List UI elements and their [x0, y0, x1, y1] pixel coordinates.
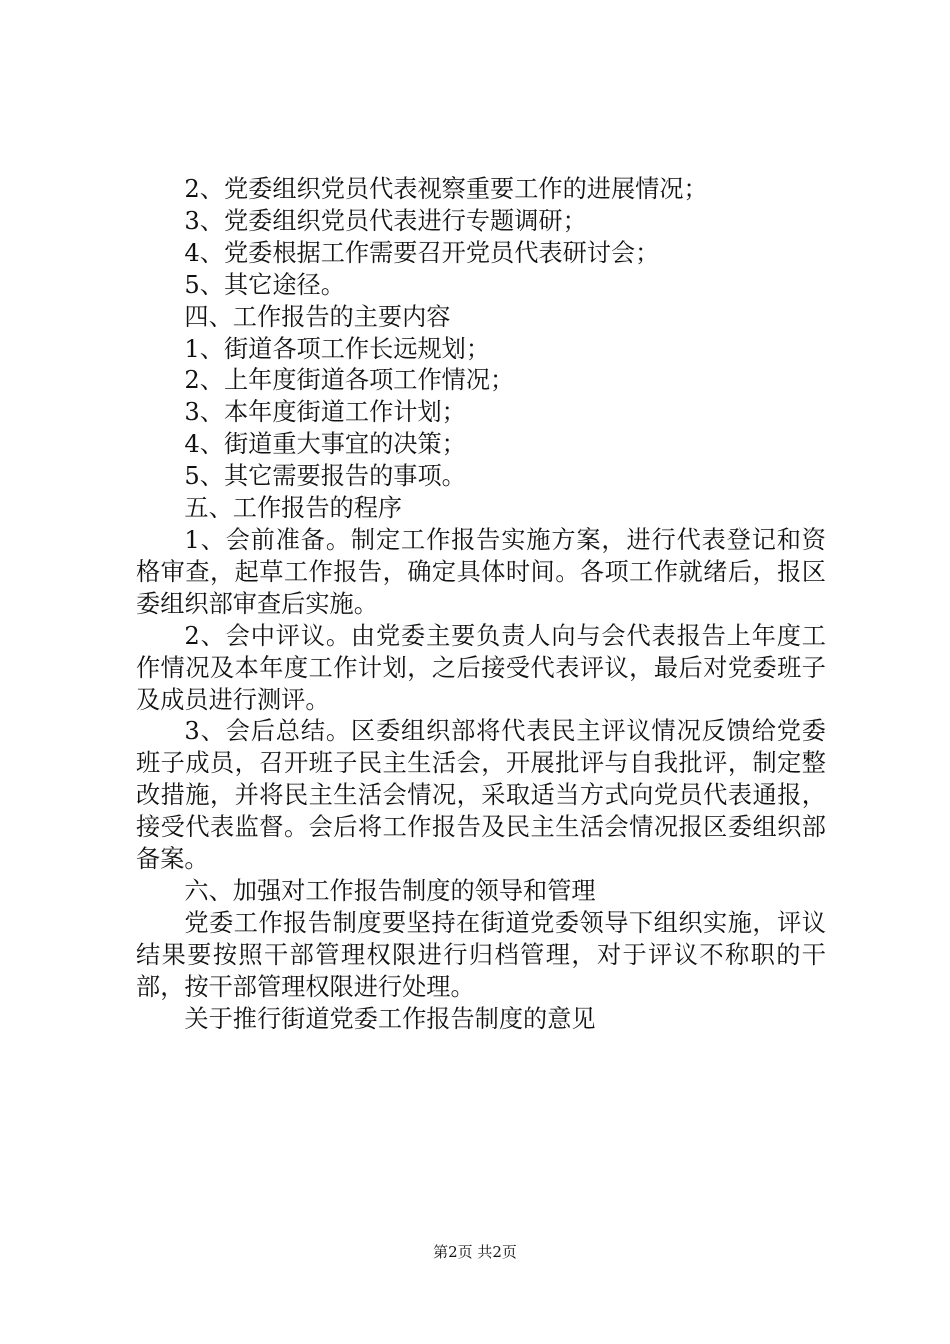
section-heading-4: 四、工作报告的主要内容 [184, 302, 451, 331]
list-item-last-year: 2、上年度街道各项工作情况； [184, 366, 515, 395]
paragraph-summary: 3、会后总结。区委组织部将代表民主评议情况反馈给党委班子成员，召开班子民主生活会，开展批评与自我批评，制定整改措施，并将民主生活会情况，采取适当方式向党员代表通报，接受代表监督。会后将工作报告及民主生活会情况报区委组织部备案。 [136, 717, 826, 874]
document-body [136, 174, 826, 1035]
list-item-major-decisions: 4、街道重大事宜的决策； [184, 430, 466, 459]
section-heading-6: 六、加强对工作报告制度的领导和管理 [184, 876, 596, 905]
list-item-inspection: 2、党委组织党员代表视察重要工作的进展情况； [184, 175, 708, 203]
page-footer: 第2页 共2页 [433, 1243, 517, 1261]
list-item-research: 3、党委组织党员代表进行专题调研； [184, 206, 587, 235]
list-item-other-matters: 5、其它需要报告的事项。 [184, 462, 466, 491]
list-item-long-term-plan: 1、街道各项工作长远规划； [184, 334, 491, 363]
document-title-line: 关于推行街道党委工作报告制度的意见 [184, 1004, 596, 1033]
list-item-this-year: 3、本年度街道工作计划； [184, 398, 466, 427]
list-item-seminar: 4、党委根据工作需要召开党员代表研讨会； [184, 238, 660, 267]
section-heading-5: 五、工作报告的程序 [184, 494, 403, 523]
paragraph-management: 党委工作报告制度要坚持在街道党委领导下组织实施，评议结果要按照干部管理权限进行归档管理，对于评议不称职的干部，按干部管理权限进行处理。 [136, 908, 826, 1001]
paragraph-preparation: 1、会前准备。制定工作报告实施方案，进行代表登记和资格审查，起草工作报告，确定具体时间。各项工作就绪后，报区委组织部审查后实施。 [136, 525, 826, 618]
paragraph-review: 2、会中评议。由党委主要负责人向与会代表报告上年度工作情况及本年度工作计划，之后接受代表评议，最后对党委班子及成员进行测评。 [136, 621, 826, 714]
list-item-other-ways: 5、其它途径。 [184, 270, 345, 299]
